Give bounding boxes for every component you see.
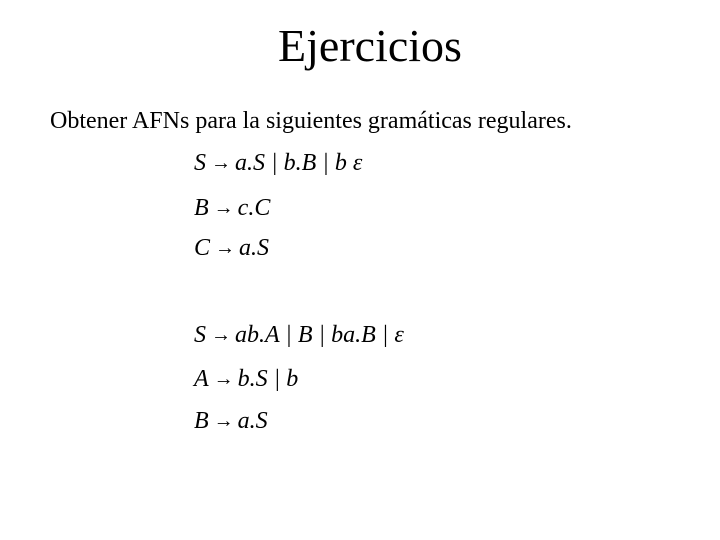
rule-rhs: a.S | b.B | b ε — [235, 150, 363, 176]
rule-rhs: b.S | b — [237, 366, 299, 392]
rule-rhs: c.C — [237, 195, 271, 221]
rule-lhs: C — [194, 235, 211, 261]
grammar2-rule-3 — [194, 406, 268, 437]
intro-text: Obtener AFNs para la siguientes gramáticas regulares. — [50, 108, 572, 134]
rule-rhs: a.S — [239, 235, 270, 261]
rule-lhs: S — [194, 322, 206, 348]
arrow-icon: → — [211, 152, 231, 174]
grammar1-rule-3 — [194, 233, 269, 264]
rule-rhs: ab.A | B | ba.B | ε — [235, 322, 404, 348]
grammar1-rule-1 — [194, 148, 362, 179]
slide-title: Ejercicios — [278, 20, 462, 71]
arrow-icon: → — [213, 197, 234, 219]
rule-lhs: S — [194, 150, 206, 176]
grammar2-rule-2 — [194, 364, 298, 395]
grammar1-rule-2 — [194, 193, 270, 224]
rule-lhs: A — [194, 366, 209, 392]
arrow-icon: → — [215, 237, 236, 259]
arrow-icon: → — [213, 368, 234, 390]
grammar2-rule-1 — [194, 320, 404, 351]
rule-lhs: B — [194, 195, 209, 221]
rule-lhs: B — [194, 408, 209, 434]
arrow-icon: → — [213, 410, 234, 432]
rule-rhs: a.S — [237, 408, 268, 434]
arrow-icon: → — [211, 324, 231, 346]
